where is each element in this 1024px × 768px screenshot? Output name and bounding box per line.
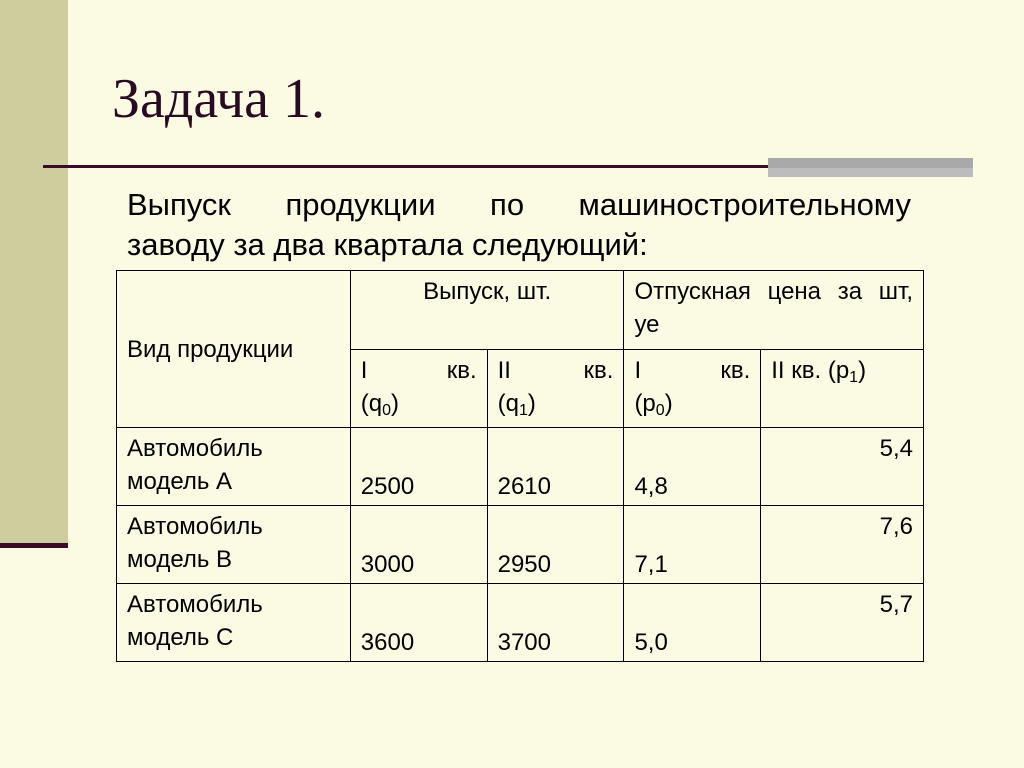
cell-q0: 3600 <box>350 584 487 662</box>
header-price: Отпускная цена за шт, уе <box>624 271 924 350</box>
table-row <box>117 506 924 584</box>
left-decorative-bar <box>0 0 68 545</box>
header-q1: II кв. $(q_1)$ <box>487 350 624 428</box>
header-kind: Вид продукции <box>117 271 351 428</box>
product-name: Автомобиль модель А <box>117 428 351 506</box>
cell-q0: 3000 <box>350 506 487 584</box>
header-p1: II кв. $(p_1)$ <box>761 350 924 428</box>
cell-p0: 7,1 <box>624 506 761 584</box>
left-bar-underline <box>0 543 68 548</box>
intro-line-1 <box>127 185 911 225</box>
header-output: Выпуск, шт. <box>350 271 624 350</box>
table-row <box>117 428 924 506</box>
cell-p1: 5,7 <box>761 584 924 662</box>
intro-word: продукции <box>285 187 436 222</box>
cell-q0: 2500 <box>350 428 487 506</box>
slide-title: Задача 1. <box>112 68 326 130</box>
table-row <box>117 584 924 662</box>
title-divider-accent <box>768 158 973 168</box>
intro-word: по <box>490 187 525 222</box>
cell-p1: 7,6 <box>761 506 924 584</box>
table-header-row <box>117 271 924 350</box>
cell-q1: 2950 <box>487 506 624 584</box>
cell-q1: 2610 <box>487 428 624 506</box>
product-name: Автомобиль модель В <box>117 506 351 584</box>
product-name: Автомобиль модель С <box>117 584 351 662</box>
intro-line-2: заводу за два квартала следующий: <box>127 227 648 262</box>
production-table <box>116 270 924 662</box>
header-p0: I кв. $(p_0)$ <box>624 350 761 428</box>
title-divider <box>43 165 771 168</box>
intro-text <box>127 185 911 265</box>
header-q0: I кв. $(q_0)$ <box>350 350 487 428</box>
cell-p0: 5,0 <box>624 584 761 662</box>
intro-word: машиностроительному <box>578 187 911 222</box>
cell-q1: 3700 <box>487 584 624 662</box>
intro-word: Выпуск <box>127 187 231 222</box>
cell-p0: 4,8 <box>624 428 761 506</box>
cell-p1: 5,4 <box>761 428 924 506</box>
